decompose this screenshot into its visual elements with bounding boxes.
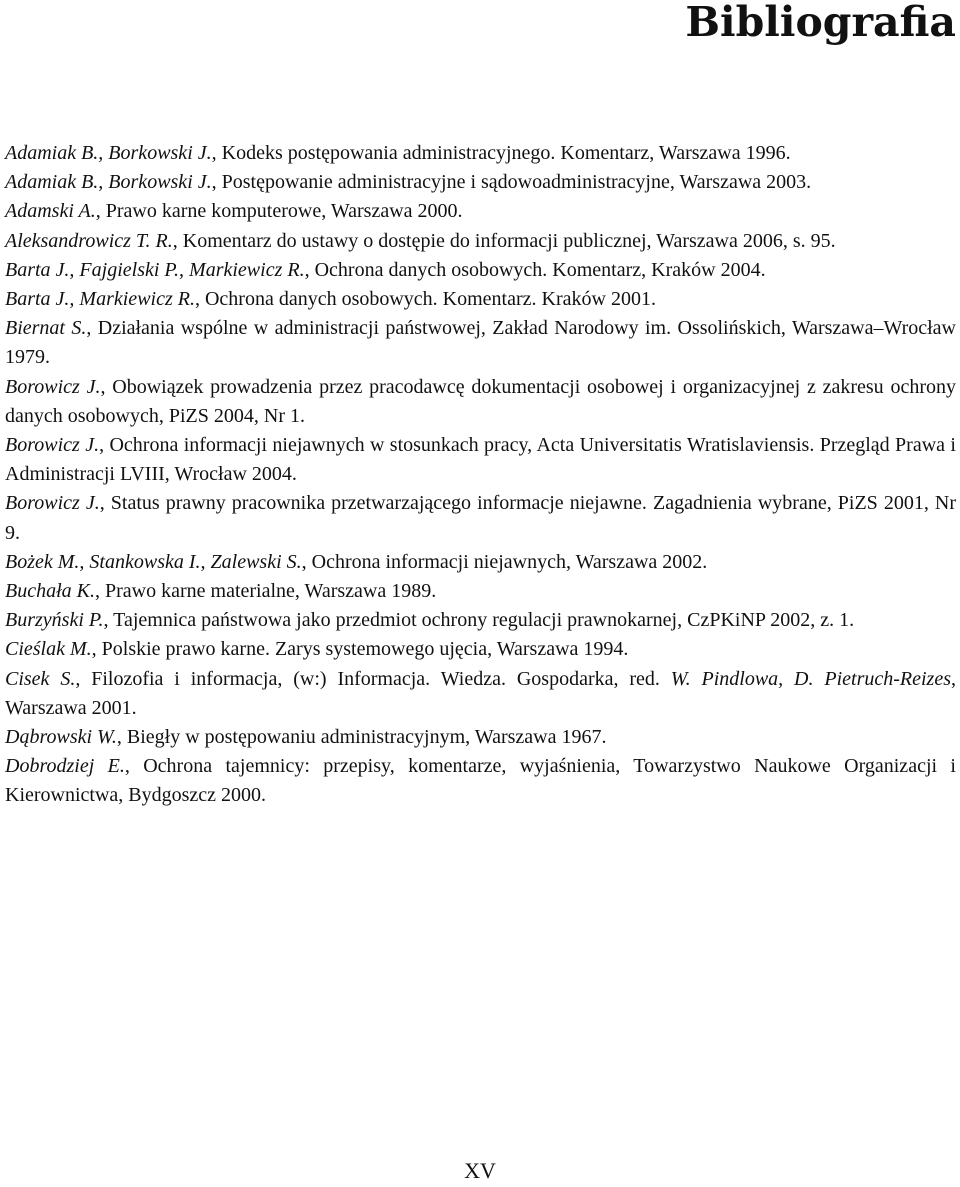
entry-text: , Tajemnica państwowa jako przedmiot ochrony regulacji prawnokarnej, CzPKiNP 2002, z. 1. bbox=[103, 609, 855, 632]
entry-text: , Ochrona danych osobowych. Komentarz. Kraków 2001. bbox=[194, 288, 656, 311]
page-number: XV bbox=[464, 1158, 496, 1183]
entry-text: , Obowiązek prowadzenia przez pracodawcę dokumentacji osobowej i organizacyjnej z zakresu ochrony danych osobowych, PiZS 2004, Nr 1. bbox=[5, 375, 957, 427]
bibliography-entry bbox=[5, 285, 956, 314]
entry-text: , Działania wspólne w administracji państwowej, Zakład Narodowy im. Ossolińskich, Warszawa–Wrocław 1979. bbox=[5, 317, 956, 369]
entry-text: , Kodeks postępowania administracyjnego. Komentarz, Warszawa 1996. bbox=[211, 142, 791, 164]
entry-text: , Prawo karne materialne, Warszawa 1989. bbox=[95, 580, 437, 603]
entry-text: , Ochrona tajemnicy: przepisy, komentarze, wyjaśnienia, Towarzystwo Naukowe Organizacji i Kierownictwa, Bydgoszcz 2000. bbox=[5, 755, 956, 807]
entry-text: , Biegły w postępowaniu administracyjnym, Warszawa 1967. bbox=[116, 726, 607, 749]
bibliography-entry bbox=[5, 489, 956, 547]
entry-text: , Postępowanie administracyjne i sądowoadministracyjne, Warszawa 2003. bbox=[211, 171, 812, 194]
entry-authors: Borowicz J. bbox=[5, 375, 101, 398]
bibliography-entry bbox=[5, 314, 956, 372]
entry-authors: Aleksandrowicz T. R. bbox=[5, 229, 173, 252]
entry-authors: Barta J., Markiewicz R. bbox=[5, 288, 195, 311]
entry-authors: Burzyński P. bbox=[5, 609, 104, 632]
bibliography-entry bbox=[5, 665, 956, 723]
entry-authors: Barta J., Fajgielski P., Markiewicz R. bbox=[5, 258, 305, 281]
page-title: Bibliografia bbox=[685, 0, 956, 46]
entry-authors: Biernat S. bbox=[5, 317, 87, 340]
entry-authors: W. Pindlowa, D. Pietruch-Reizes bbox=[670, 667, 952, 690]
entry-text: , Komentarz do ustawy o dostępie do informacji publicznej, Warszawa 2006, s. 95. bbox=[172, 229, 836, 252]
entry-text: , Ochrona informacji niejawnych, Warszawa 2002. bbox=[301, 550, 708, 573]
entry-text: , Ochrona informacji niejawnych w stosunkach pracy, Acta Universitatis Wratislaviensis. Przegląd Prawa i Administracji LVIII, Wrocław 2004. bbox=[5, 434, 956, 486]
bibliography-list bbox=[5, 139, 956, 811]
entry-text: , Status prawny pracownika przetwarzającego informacje niejawne. Zagadnienia wybrane, PiZS 2001, Nr 9. bbox=[5, 492, 956, 544]
entry-text: , Ochrona danych osobowych. Komentarz, Kraków 2004. bbox=[304, 258, 766, 281]
entry-authors: Adamski A. bbox=[5, 200, 96, 223]
entry-authors: Adamiak B., Borkowski J. bbox=[5, 142, 212, 164]
bibliography-entry bbox=[5, 227, 956, 256]
entry-text: , Warszawa 2001. bbox=[5, 667, 957, 719]
entry-authors: Cieślak M. bbox=[5, 638, 92, 661]
bibliography-entry bbox=[5, 577, 956, 606]
bibliography-entry bbox=[5, 256, 956, 285]
bibliography-entry bbox=[5, 723, 956, 752]
bibliography-entry bbox=[5, 752, 956, 810]
bibliography-entry bbox=[5, 606, 956, 635]
entry-authors: Dobrodziej E. bbox=[5, 755, 125, 778]
bibliography-entry bbox=[5, 197, 956, 226]
bibliography-entry bbox=[5, 431, 956, 489]
entry-text: , Prawo karne komputerowe, Warszawa 2000. bbox=[95, 200, 463, 223]
entry-text: , Filozofia i informacja, (w:) Informacja. Wiedza. Gospodarka, red. bbox=[75, 667, 671, 690]
entry-authors: Bożek M., Stankowska I., Zalewski S. bbox=[5, 550, 302, 573]
entry-authors: Dąbrowski W. bbox=[5, 726, 117, 749]
bibliography-entry bbox=[5, 635, 956, 664]
entry-authors: Borowicz J. bbox=[5, 434, 100, 457]
entry-authors: Buchała K. bbox=[5, 580, 95, 603]
entry-authors: Borowicz J. bbox=[5, 492, 100, 515]
bibliography-entry bbox=[5, 168, 956, 197]
entry-authors: Cisek S. bbox=[5, 667, 76, 690]
bibliography-entry bbox=[5, 139, 956, 168]
bibliography-entry bbox=[5, 373, 956, 431]
entry-authors: Adamiak B., Borkowski J. bbox=[5, 171, 212, 194]
entry-text: , Polskie prawo karne. Zarys systemowego ujęcia, Warszawa 1994. bbox=[91, 638, 629, 661]
bibliography-entry bbox=[5, 548, 956, 577]
